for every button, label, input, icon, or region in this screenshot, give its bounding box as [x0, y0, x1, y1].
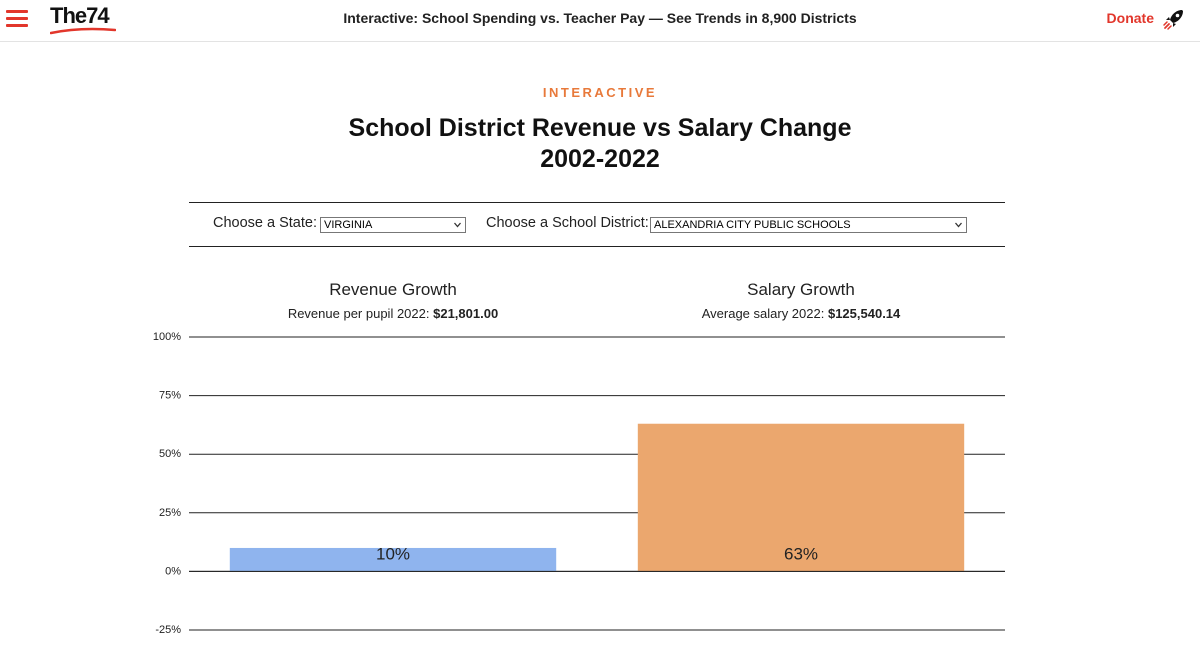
revenue-panel-title: Revenue Growth	[329, 280, 457, 299]
chart-title-line-1: School District Revenue vs Salary Change	[348, 114, 852, 142]
chart-title-line-2: 2002-2022	[540, 145, 660, 173]
salary-panel-title: Salary Growth	[747, 280, 855, 299]
y-tick-label: 75%	[158, 389, 181, 402]
state-select-value: VIRGINIA	[324, 219, 373, 231]
y-tick-label: 50%	[158, 448, 181, 461]
y-tick-label: 0%	[165, 565, 181, 578]
bar-data-label: 63%	[783, 544, 819, 564]
revenue-per-pupil-label: Revenue per pupil 2022:	[287, 306, 430, 321]
y-tick-label: 25%	[158, 506, 181, 519]
average-salary-value: $125,540.14	[827, 306, 901, 321]
revenue-per-pupil-value: $21,801.00	[433, 306, 499, 321]
logo-text: The74	[50, 3, 109, 28]
article-title[interactable]: Interactive: School Spending vs. Teacher Pay — See Trends in 8,900 Districts	[343, 10, 857, 26]
district-select-value: ALEXANDRIA CITY PUBLIC SCHOOLS	[654, 219, 851, 231]
y-tick-label: 100%	[152, 331, 181, 343]
y-tick-label: -25%	[155, 624, 181, 636]
donate-button[interactable]: Donate	[1106, 10, 1154, 26]
average-salary-label: Average salary 2022:	[701, 306, 825, 321]
bar-data-label: 10%	[375, 544, 411, 564]
state-label: Choose a State:	[213, 215, 317, 231]
district-label: Choose a School District:	[486, 215, 649, 231]
eyebrow-label: INTERACTIVE	[542, 85, 658, 100]
